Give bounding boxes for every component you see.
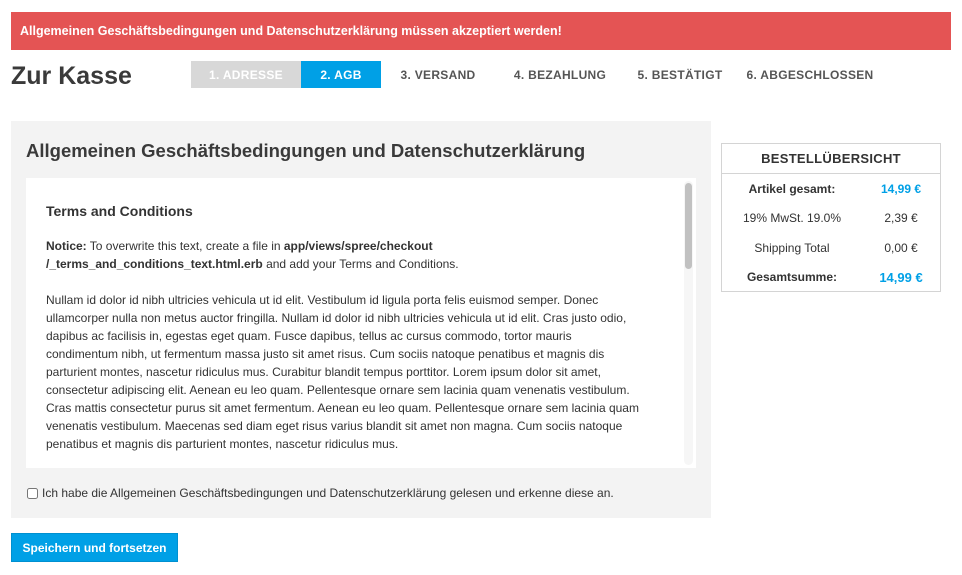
accept-terms-label[interactable]: Ich habe die Allgemeinen Geschäftsbedingungen und Datenschutzerklärung gelesen und erkenne diese an.: [42, 486, 614, 500]
order-summary: [721, 143, 941, 292]
terms-notice: [46, 237, 646, 273]
alert-text: Allgemeinen Geschäftsbedingungen und Datenschutzerklärung müssen akzeptiert werden!: [20, 24, 562, 38]
page-title: Zur Kasse: [11, 62, 132, 90]
step-adresse[interactable]: [191, 61, 301, 88]
summary-row-items: [722, 174, 940, 204]
step-label: 4. BEZAHLUNG: [513, 67, 607, 82]
terms-scrollbar[interactable]: [684, 181, 693, 465]
summary-value: 14,99 €: [879, 269, 923, 285]
notice-path: app/views/spree/checkout /_terms_and_conditions_text.html.erb: [46, 239, 433, 271]
terms-content: [46, 202, 646, 453]
terms-panel-title: Allgemeinen Geschäftsbedingungen und Datenschutzerklärung: [26, 140, 586, 161]
summary-value: 14,99 €: [880, 181, 922, 196]
notice-text-2: and add your Terms and Conditions.: [262, 257, 459, 271]
summary-label: Artikel gesamt:: [748, 181, 836, 196]
step-agb[interactable]: [301, 61, 381, 88]
order-summary-title: BESTELLÜBERSICHT: [722, 144, 940, 174]
accept-terms-row[interactable]: [27, 486, 614, 500]
step-label: 3. VERSAND: [400, 67, 476, 82]
error-alert: [11, 12, 951, 50]
summary-label: 19% MwSt. 19.0%: [742, 211, 842, 226]
scrollbar-thumb[interactable]: [685, 183, 692, 269]
step-bezahlung: [495, 61, 625, 88]
save-and-continue-button[interactable]: Speichern und fortsetzen: [11, 533, 178, 562]
terms-panel: [11, 121, 711, 518]
step-bestaetigt: [625, 61, 735, 88]
terms-body: Nullam id dolor id nibh ultricies vehicula ut id elit. Vestibulum id ligula porta felis euismod semper. Donec ullamcorper nulla non metus auctor fringilla. Nullam id dolor id nibh ultricies vehicula ut id elit. Cras justo odio, dapibus ac facilisis in, egestas eget quam. Fusce dapibus, tellus ac cursus commodo, tortor mauris condimentum nibh, ut fermentum massa justo sit amet risus. Cum sociis natoque penatibus et magnis dis parturient montes, nascetur ridiculus mus. Curabitur blandit tempus porttitor. Lorem ipsum dolor sit amet, consectetur adipiscing elit. Aenean eu leo quam. Pellentesque ornare sem lacinia quam venenatis vestibulum. Cras mattis consectetur purus sit amet fermentum. Aenean eu leo quam. Pellentesque ornare sem lacinia quam venenatis vestibulum. Maecenas sed diam eget risus varius blandit sit amet non magna. Cum sociis natoque penatibus et magnis dis parturient montes, nascetur ridiculus mus.: [46, 293, 639, 451]
summary-row-shipping: [722, 233, 940, 263]
summary-row-tax: [722, 204, 940, 234]
terms-heading: Terms and Conditions: [46, 203, 193, 219]
step-versand: [381, 61, 495, 88]
notice-text-1: To overwrite this text, create a file in: [86, 239, 284, 253]
terms-scroll-box[interactable]: [26, 178, 696, 468]
summary-row-total: [722, 263, 940, 293]
notice-label: Notice:: [46, 239, 87, 253]
summary-label: Gesamtsumme:: [746, 270, 838, 285]
step-label: 6. ABGESCHLOSSEN: [746, 67, 874, 82]
step-abgeschlossen: [735, 61, 885, 88]
summary-value: 2,39 €: [884, 211, 918, 226]
summary-label: Shipping Total: [754, 240, 830, 255]
step-label: 1. ADRESSE: [209, 67, 283, 82]
step-label: 5. BESTÄTIGT: [637, 67, 723, 82]
summary-value: 0,00 €: [884, 240, 918, 255]
accept-terms-checkbox[interactable]: [27, 488, 38, 499]
step-label: 2. AGB: [320, 67, 362, 82]
checkout-steps: [191, 61, 885, 88]
